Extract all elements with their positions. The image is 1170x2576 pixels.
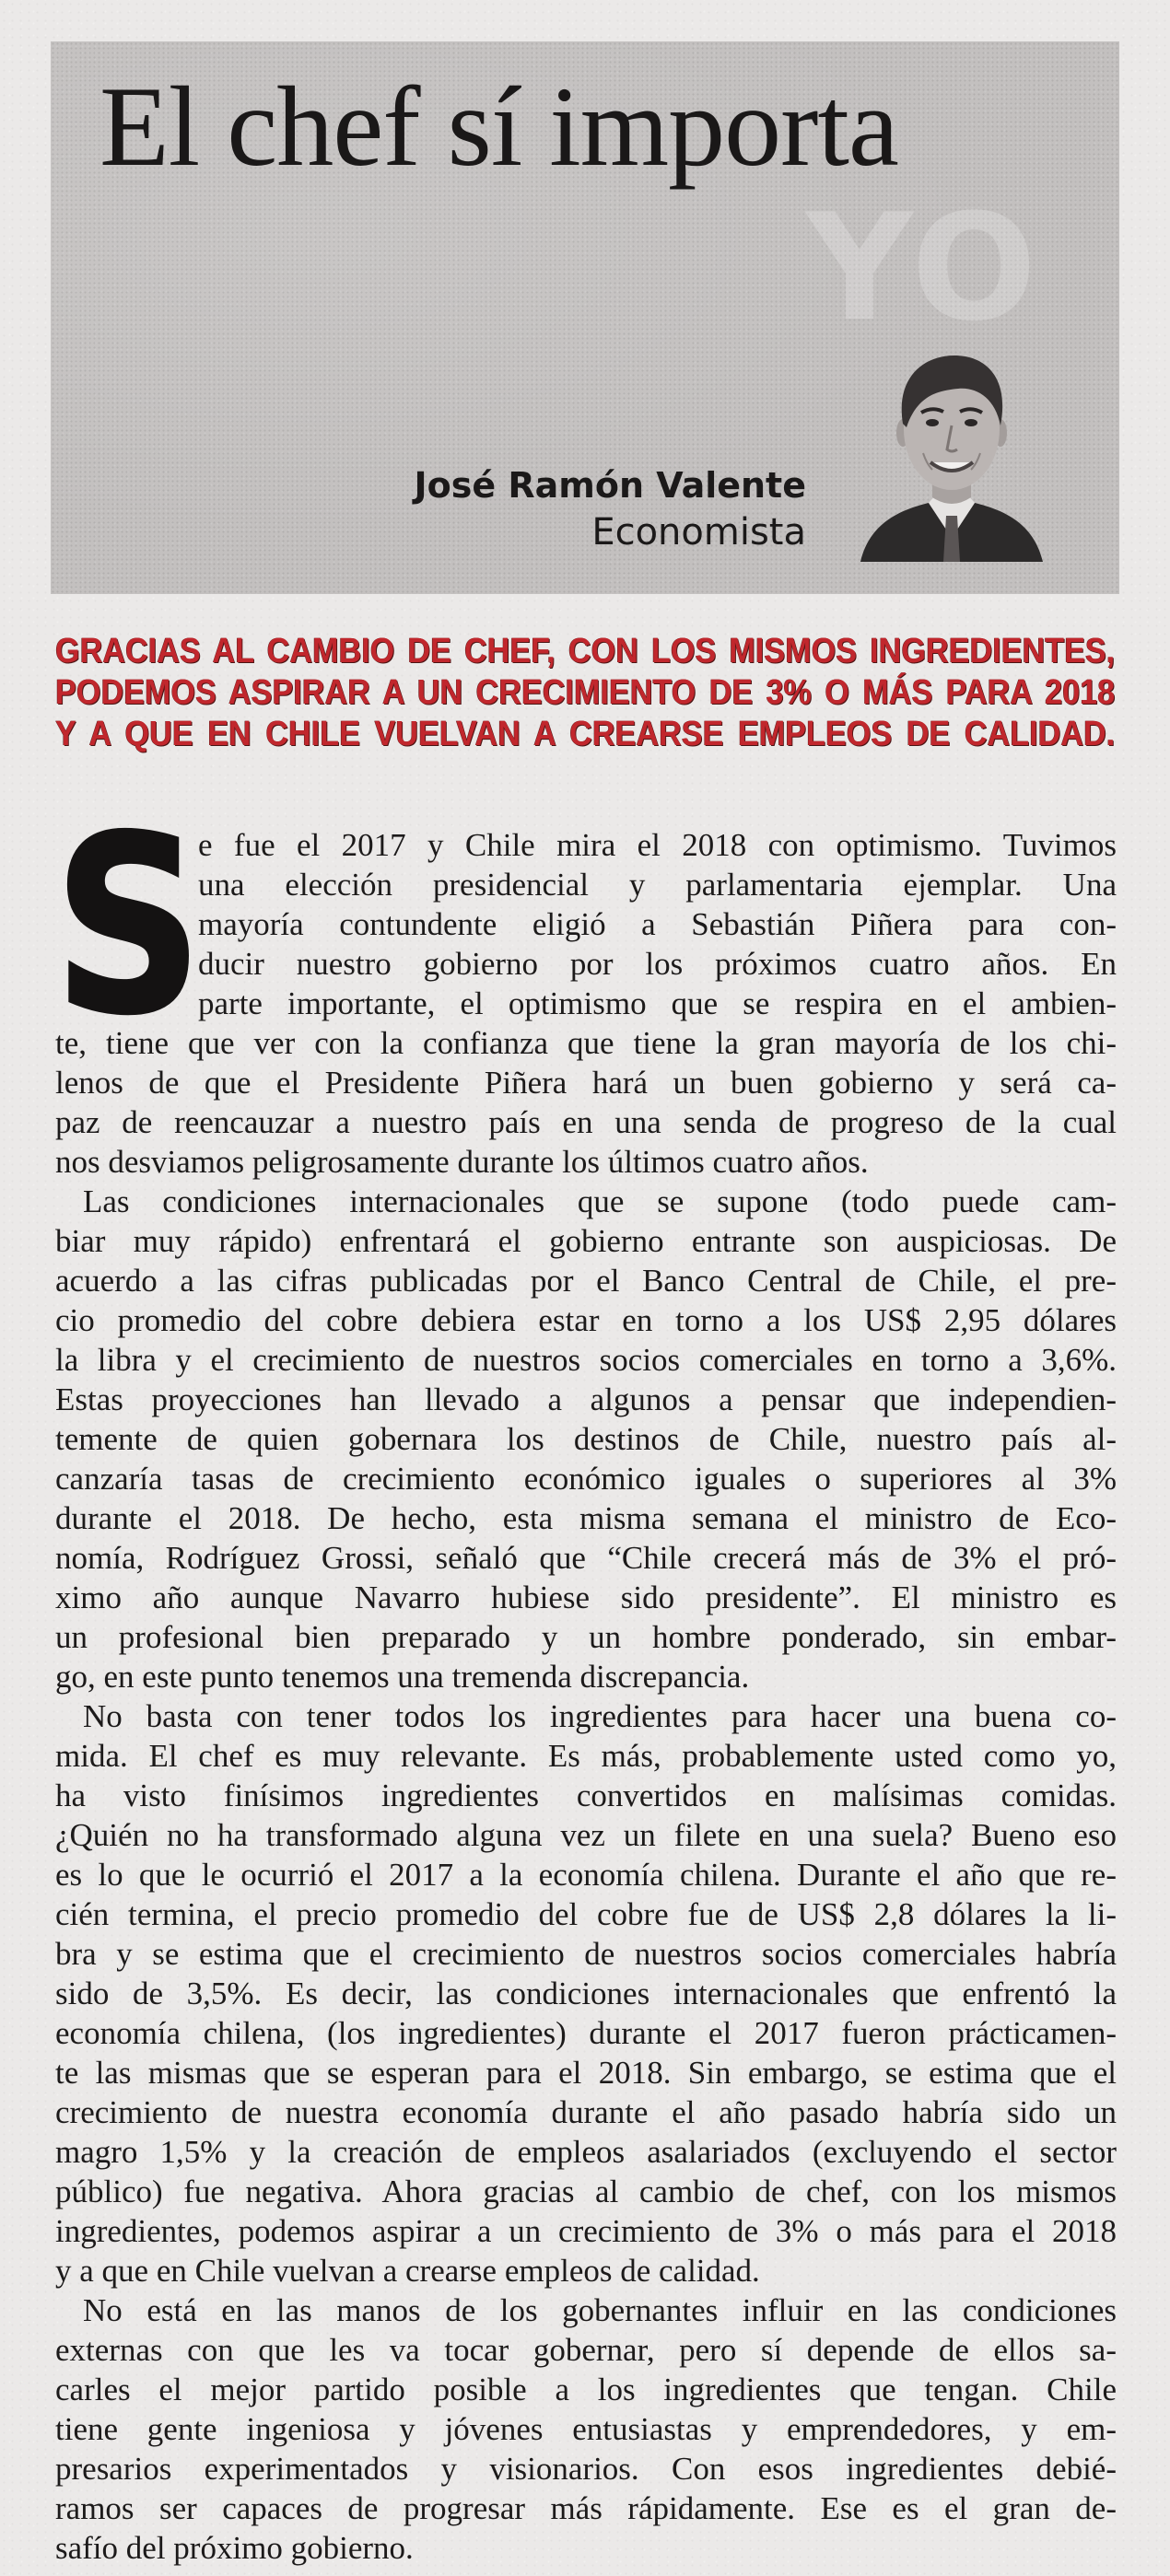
body-line: nomía, Rodríguez Grossi, señaló que “Chile crecerá más de 3% el pró- <box>55 1540 1117 1576</box>
body-line: go, en este punto tenemos una tremenda discrepancia. <box>55 1659 750 1695</box>
header-watermark: YO <box>806 181 1041 354</box>
body-line: cién termina, el precio promedio del cobre fue de US$ 2,8 dólares la li- <box>55 1896 1117 1932</box>
body-line: cio promedio del cobre debiera estar en torno a los US$ 2,95 dólares <box>55 1302 1117 1338</box>
body-line: nos desviamos peligrosamente durante los últimos cuatro años. <box>55 1144 869 1180</box>
body-line: te las mismas que se esperan para el 2018. Sin embargo, se estima que el <box>55 2055 1117 2091</box>
body-line: crecimiento de nuestra economía durante el año pasado habría sido un <box>55 2094 1117 2130</box>
pull-quote <box>55 631 1115 755</box>
paragraph <box>55 825 1117 1182</box>
paragraph <box>55 1696 1117 2290</box>
body-line: Estas proyecciones han llevado a algunos a pensar que independien- <box>55 1381 1117 1417</box>
body-line: público) fue negativa. Ahora gracias al cambio de chef, con los mismos <box>55 2174 1117 2209</box>
body-line: economía chilena, (los ingredientes) durante el 2017 fueron prácticamen- <box>55 2015 1117 2051</box>
body-line: ducir nuestro gobierno por los próximos cuatro años. En <box>198 946 1117 982</box>
body-line: mida. El chef es muy relevante. Es más, probablemente usted como yo, <box>55 1738 1117 1774</box>
body-line: safío del próximo gobierno. <box>55 2530 414 2566</box>
article-header <box>51 41 1119 594</box>
body-line: biar muy rápido) enfrentará el gobierno entrante son auspiciosas. De <box>55 1223 1117 1259</box>
body-line: es lo que le ocurrió el 2017 a la economía chilena. Durante el año que re- <box>55 1857 1117 1893</box>
body-line: tiene gente ingeniosa y jóvenes entusiastas y emprendedores, y em- <box>55 2411 1117 2447</box>
body-line: la libra y el crecimiento de nuestros socios comerciales en torno a 3,6%. <box>55 1342 1117 1378</box>
article-body <box>53 785 1117 2568</box>
author-role: Economista <box>591 511 806 554</box>
body-line: ximo año aunque Navarro hubiese sido presidente”. El ministro es <box>55 1579 1117 1615</box>
body-line: un profesional bien preparado y un hombre ponderado, sin embar- <box>55 1619 1117 1655</box>
body-line: te, tiene que ver con la confianza que tiene la gran mayoría de los chi- <box>55 1025 1117 1061</box>
body-line: mayoría contundente eligió a Sebastián Piñera para con- <box>198 906 1117 942</box>
body-line: sido de 3,5%. Es decir, las condiciones internacionales que enfrentó la <box>55 1976 1117 2011</box>
pull-quote-line: PODEMOS ASPIRAR A UN CRECIMIENTO DE 3% O MÁS PARA 2018 <box>55 673 1116 712</box>
body-line: canzaría tasas de crecimiento económico iguales o superiores al 3% <box>55 1461 1117 1497</box>
body-line: temente de quien gobernara los destinos de Chile, nuestro país al- <box>55 1421 1117 1457</box>
pull-quote-line: GRACIAS AL CAMBIO DE CHEF, CON LOS MISMOS INGREDIENTES, <box>55 632 1116 670</box>
body-line: lenos de que el Presidente Piñera hará un buen gobierno y será ca- <box>55 1065 1117 1101</box>
article-title: El chef sí importa <box>99 64 898 190</box>
body-line: presarios experimentados y visionarios. Con esos ingredientes debié- <box>55 2451 1117 2487</box>
paragraph <box>55 1182 1117 1696</box>
body-line: paz de reencauzar a nuestro país en una senda de progreso de la cual <box>55 1104 1117 1140</box>
body-line: durante el 2018. De hecho, esta misma semana el ministro de Eco- <box>55 1500 1117 1536</box>
body-line: Las condiciones internacionales que se supone (todo puede cam- <box>83 1183 1117 1219</box>
body-line: No está en las manos de los gobernantes influir en las condiciones <box>83 2292 1117 2328</box>
body-line: No basta con tener todos los ingredientes para hacer una buena co- <box>83 1698 1117 1734</box>
body-line: ingredientes, podemos aspirar a un crecimiento de 3% o más para el 2018 <box>55 2213 1117 2249</box>
body-line: ha visto finísimos ingredientes convertidos en malísimas comidas. <box>55 1778 1117 1813</box>
body-line: ¿Quién no ha transformado alguna vez un filete en una suela? Bueno eso <box>55 1817 1117 1853</box>
body-line: acuerdo a las cifras publicadas por el Banco Central de Chile, el pre- <box>55 1263 1117 1299</box>
pull-quote-line: Y A QUE EN CHILE VUELVAN A CREARSE EMPLEOS DE CALIDAD. <box>55 715 1116 753</box>
paragraph <box>55 2290 1117 2568</box>
body-line: magro 1,5% y la creación de empleos asalariados (excluyendo el sector <box>55 2134 1117 2170</box>
body-line: parte importante, el optimismo que se respira en el ambien- <box>198 985 1117 1021</box>
body-line: una elección presidencial y parlamentaria ejemplar. Una <box>198 867 1117 903</box>
body-line: carles el mejor partido posible a los ingredientes que tengan. Chile <box>55 2372 1117 2407</box>
body-line: y a que en Chile vuelvan a crearse empleos de calidad. <box>55 2253 760 2289</box>
body-line: bra y se estima que el crecimiento de nuestros socios comerciales habría <box>55 1936 1117 1972</box>
body-line: ramos ser capaces de progresar más rápidamente. Ese es el gran de- <box>55 2490 1117 2526</box>
author-name: José Ramón Valente <box>414 465 806 506</box>
author-portrait-icon <box>855 341 1048 562</box>
body-line: externas con que les va tocar gobernar, pero sí depende de ellos sa- <box>55 2332 1117 2368</box>
drop-cap: S <box>53 785 204 1068</box>
body-line: e fue el 2017 y Chile mira el 2018 con optimismo. Tuvimos <box>198 827 1117 863</box>
